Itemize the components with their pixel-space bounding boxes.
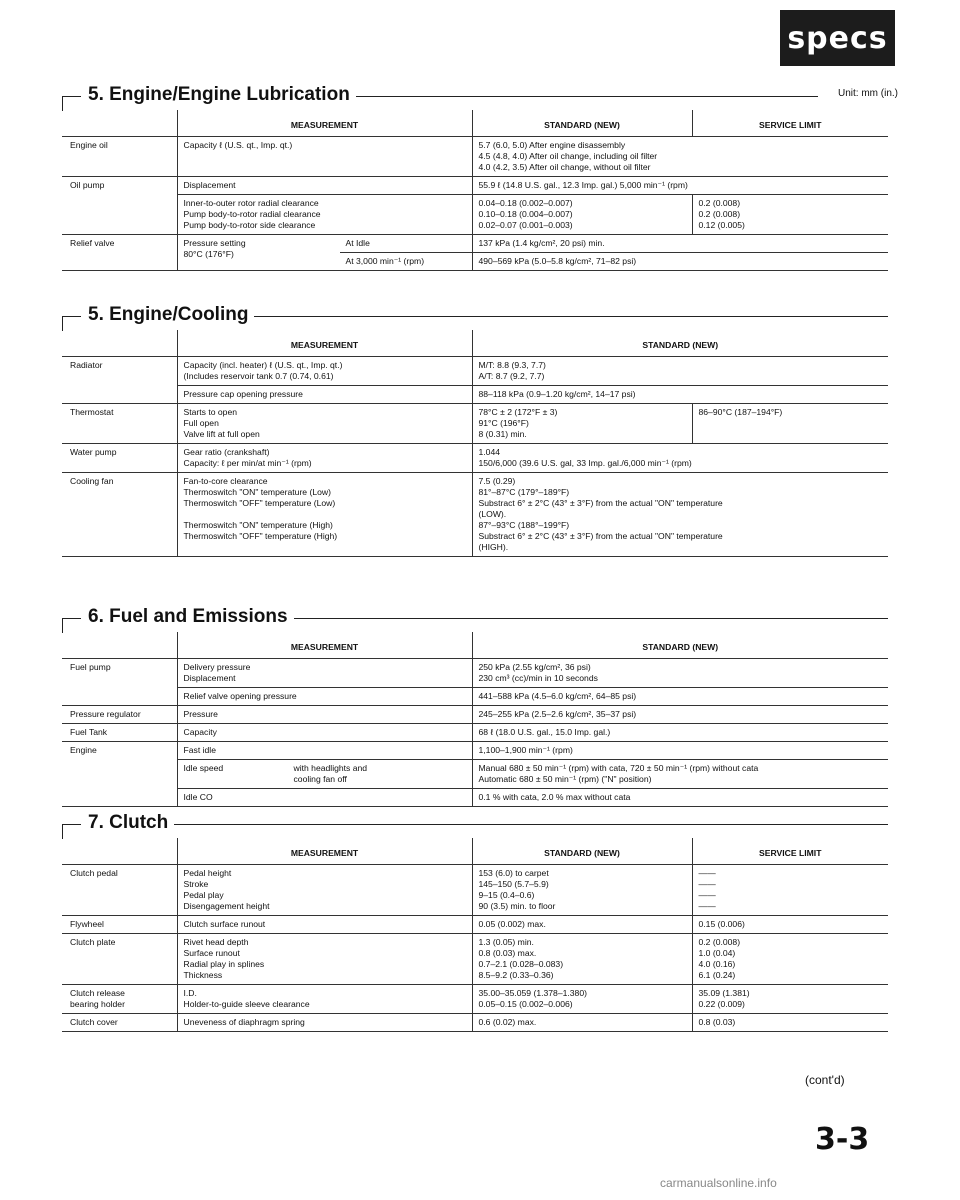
col-header: MEASUREMENT <box>177 110 472 137</box>
specs-badge: specs <box>780 10 895 66</box>
standard-cell: 88–118 kPa (0.9–1.20 kg/cm², 14–17 psi) <box>472 386 888 404</box>
table-row <box>62 760 888 789</box>
item-cell: Radiator <box>62 357 177 404</box>
standard-alt-cell: 86–90°C (187–194°F) <box>692 404 888 444</box>
table-row <box>62 916 888 934</box>
table-row <box>62 1014 888 1032</box>
col-header: MEASUREMENT <box>177 330 472 357</box>
item-cell: Clutch cover <box>62 1014 177 1032</box>
measurement-cell: Idle CO <box>177 789 472 807</box>
page-number: 3-3 <box>815 1122 870 1157</box>
standard-cell: Manual 680 ± 50 min⁻¹ (rpm) with cata, 720 ± 50 min⁻¹ (rpm) without cata Automatic 680 ± 50 min⁻¹ (rpm) ("N" position) <box>472 760 888 789</box>
item-cell: Engine oil <box>62 137 177 177</box>
condition-label: At Idle <box>340 235 472 253</box>
measurement-cell: Uneveness of diaphragm spring <box>177 1014 472 1032</box>
standard-cell: 0.04–0.18 (0.002–0.007) 0.10–0.18 (0.004–0.007) 0.02–0.07 (0.001–0.003) <box>472 195 692 235</box>
item-cell: Clutch pedal <box>62 865 177 916</box>
table-row <box>62 688 888 706</box>
measurement-cell: Capacity ℓ (U.S. qt., Imp. qt.) <box>177 137 472 177</box>
clutch-table <box>62 838 888 1032</box>
condition-label: At 3,000 min⁻¹ (rpm) <box>345 256 425 266</box>
table-row <box>62 404 888 444</box>
standard-cell: 35.00–35.059 (1.378–1.380) 0.05–0.15 (0.002–0.006) <box>472 985 692 1014</box>
table-row <box>62 789 888 807</box>
item-cell: Water pump <box>62 444 177 473</box>
measurement-cell: Clutch surface runout <box>177 916 472 934</box>
standard-cell: 1,100–1,900 min⁻¹ (rpm) <box>472 742 888 760</box>
item-cell: Flywheel <box>62 916 177 934</box>
standard-cell: 0.1 % with cata, 2.0 % max without cata <box>472 789 888 807</box>
standard-cell: 490–569 kPa (5.0–5.8 kg/cm², 71–82 psi) <box>472 253 888 271</box>
standard-cell: 250 kPa (2.55 kg/cm², 36 psi) 230 cm³ (cc)/min in 10 seconds <box>472 659 888 688</box>
table-row <box>62 724 888 742</box>
item-cell: Cooling fan <box>62 473 177 557</box>
limit-cell: 0.8 (0.03) <box>692 1014 888 1032</box>
col-header: STANDARD (NEW) <box>472 110 692 137</box>
cooling-section <box>62 304 888 557</box>
col-header: SERVICE LIMIT <box>692 838 888 865</box>
col-header: STANDARD (NEW) <box>472 330 888 357</box>
cooling-table <box>62 330 888 557</box>
measurement-cell: Idle speed <box>183 763 224 773</box>
measurement-cell: Gear ratio (crankshaft) Capacity: ℓ per min/at min⁻¹ (rpm) <box>177 444 472 473</box>
measurement-cell: Capacity (incl. heater) ℓ (U.S. qt., Imp. qt.) (Includes reservoir tank 0.7 (0.74, 0.61) <box>177 357 472 386</box>
measurement-cell: Fan-to-core clearance Thermoswitch "ON" temperature (Low) Thermoswitch "OFF" temperature (Low) Thermoswitch "ON" temperature (High) Thermoswitch "OFF" temperature (High) <box>177 473 472 557</box>
col-header: MEASUREMENT <box>177 632 472 659</box>
measurement-cell: Capacity <box>177 724 472 742</box>
limit-cell: 0.2 (0.008) 1.0 (0.04) 4.0 (0.16) 6.1 (0.24) <box>692 934 888 985</box>
item-cell: Engine <box>62 742 177 807</box>
table-row <box>62 235 888 253</box>
standard-cell: 78°C ± 2 (172°F ± 3) 91°C (196°F) 8 (0.31) min. <box>472 404 692 444</box>
standard-cell: 55.9 ℓ (14.8 U.S. gal., 12.3 Imp. gal.) 5,000 min⁻¹ (rpm) <box>472 177 888 195</box>
table-row <box>62 386 888 404</box>
col-header: STANDARD (NEW) <box>472 838 692 865</box>
table-row <box>62 473 888 557</box>
measurement-cell: Pressure <box>177 706 472 724</box>
measurement-cell: Pressure cap opening pressure <box>177 386 472 404</box>
table-row <box>62 934 888 985</box>
clutch-section <box>62 812 888 1032</box>
standard-cell: 0.05 (0.002) max. <box>472 916 692 934</box>
item-cell: Relief valve <box>62 235 177 271</box>
standard-cell: 137 kPa (1.4 kg/cm², 20 psi) min. <box>472 235 888 253</box>
item-cell: Clutch release bearing holder <box>62 985 177 1014</box>
limit-cell: 0.15 (0.006) <box>692 916 888 934</box>
measurement-cell: Inner-to-outer rotor radial clearance Pump body-to-rotor radial clearance Pump body-to-rotor side clearance <box>177 195 472 235</box>
table-row <box>62 985 888 1014</box>
standard-cell: 0.6 (0.02) max. <box>472 1014 692 1032</box>
table-row <box>62 195 888 235</box>
measurement-cell: Delivery pressure Displacement <box>177 659 472 688</box>
table-row <box>62 659 888 688</box>
section-title: 5. Engine/Cooling <box>88 304 254 326</box>
standard-cell: 1.3 (0.05) min. 0.8 (0.03) max. 0.7–2.1 (0.028–0.083) 8.5–9.2 (0.33–0.36) <box>472 934 692 985</box>
table-row <box>62 137 888 177</box>
standard-cell: 5.7 (6.0, 5.0) After engine disassembly 4.5 (4.8, 4.0) After oil change, including oil filter 4.0 (4.2, 3.5) After oil change, without oil filter <box>472 137 888 177</box>
unit-label: Unit: mm (in.) <box>838 88 898 99</box>
table-row <box>62 865 888 916</box>
watermark: carmanualsonline.info <box>660 1176 777 1190</box>
item-cell: Fuel pump <box>62 659 177 706</box>
measurement-cell: I.D. Holder-to-guide sleeve clearance <box>177 985 472 1014</box>
lubrication-table <box>62 110 888 271</box>
measurement-cell: Displacement <box>177 177 472 195</box>
item-cell: Fuel Tank <box>62 724 177 742</box>
standard-cell: 7.5 (0.29) 81°–87°C (179°–189°F) Substract 6° ± 2°C (43° ± 3°F) from the actual "ON" temperature (LOW). 87°–93°C (188°–199°F) Substract 6° ± 2°C (43° ± 3°F) from the actual "ON" temperature (HIGH). <box>472 473 888 557</box>
item-cell: Pressure regulator <box>62 706 177 724</box>
section-title: 6. Fuel and Emissions <box>88 606 294 628</box>
section-title: 5. Engine/Engine Lubrication <box>88 84 356 106</box>
limit-cell: 0.2 (0.008) 0.2 (0.008) 0.12 (0.005) <box>692 195 888 235</box>
standard-cell: 68 ℓ (18.0 U.S. gal., 15.0 Imp. gal.) <box>472 724 888 742</box>
measurement-cell: Relief valve opening pressure <box>177 688 472 706</box>
standard-cell: 245–255 kPa (2.5–2.6 kg/cm², 35–37 psi) <box>472 706 888 724</box>
col-header: MEASUREMENT <box>177 838 472 865</box>
limit-cell: —— —— —— —— <box>692 865 888 916</box>
standard-cell: 1.044 150/6,000 (39.6 U.S. gal, 33 Imp. gal./6,000 min⁻¹ (rpm) <box>472 444 888 473</box>
limit-cell: 35.09 (1.381) 0.22 (0.009) <box>692 985 888 1014</box>
measurement-cell: Pressure setting 80°C (176°F) <box>183 238 246 259</box>
condition-label: with headlights and cooling fan off <box>293 763 368 784</box>
standard-cell: 441–588 kPa (4.5–6.0 kg/cm², 64–85 psi) <box>472 688 888 706</box>
fuel-section <box>62 606 888 807</box>
continued-label: (cont'd) <box>805 1073 845 1087</box>
item-cell: Oil pump <box>62 177 177 235</box>
table-row <box>62 742 888 760</box>
col-header: SERVICE LIMIT <box>692 110 888 137</box>
measurement-cell: Pedal height Stroke Pedal play Disengagement height <box>177 865 472 916</box>
col-header: STANDARD (NEW) <box>472 632 888 659</box>
measurement-cell: Starts to open Full open Valve lift at full open <box>177 404 472 444</box>
table-row <box>62 444 888 473</box>
item-cell: Clutch plate <box>62 934 177 985</box>
measurement-cell: Fast idle <box>177 742 472 760</box>
section-title: 7. Clutch <box>88 812 174 834</box>
item-cell: Thermostat <box>62 404 177 444</box>
measurement-cell: Rivet head depth Surface runout Radial play in splines Thickness <box>177 934 472 985</box>
table-row <box>62 706 888 724</box>
table-row <box>62 177 888 195</box>
lubrication-section <box>62 84 888 271</box>
table-row <box>62 357 888 386</box>
fuel-table <box>62 632 888 807</box>
standard-cell: M/T: 8.8 (9.3, 7.7) A/T: 8.7 (9.2, 7.7) <box>472 357 888 386</box>
standard-cell: 153 (6.0) to carpet 145–150 (5.7–5.9) 9–15 (0.4–0.6) 90 (3.5) min. to floor <box>472 865 692 916</box>
